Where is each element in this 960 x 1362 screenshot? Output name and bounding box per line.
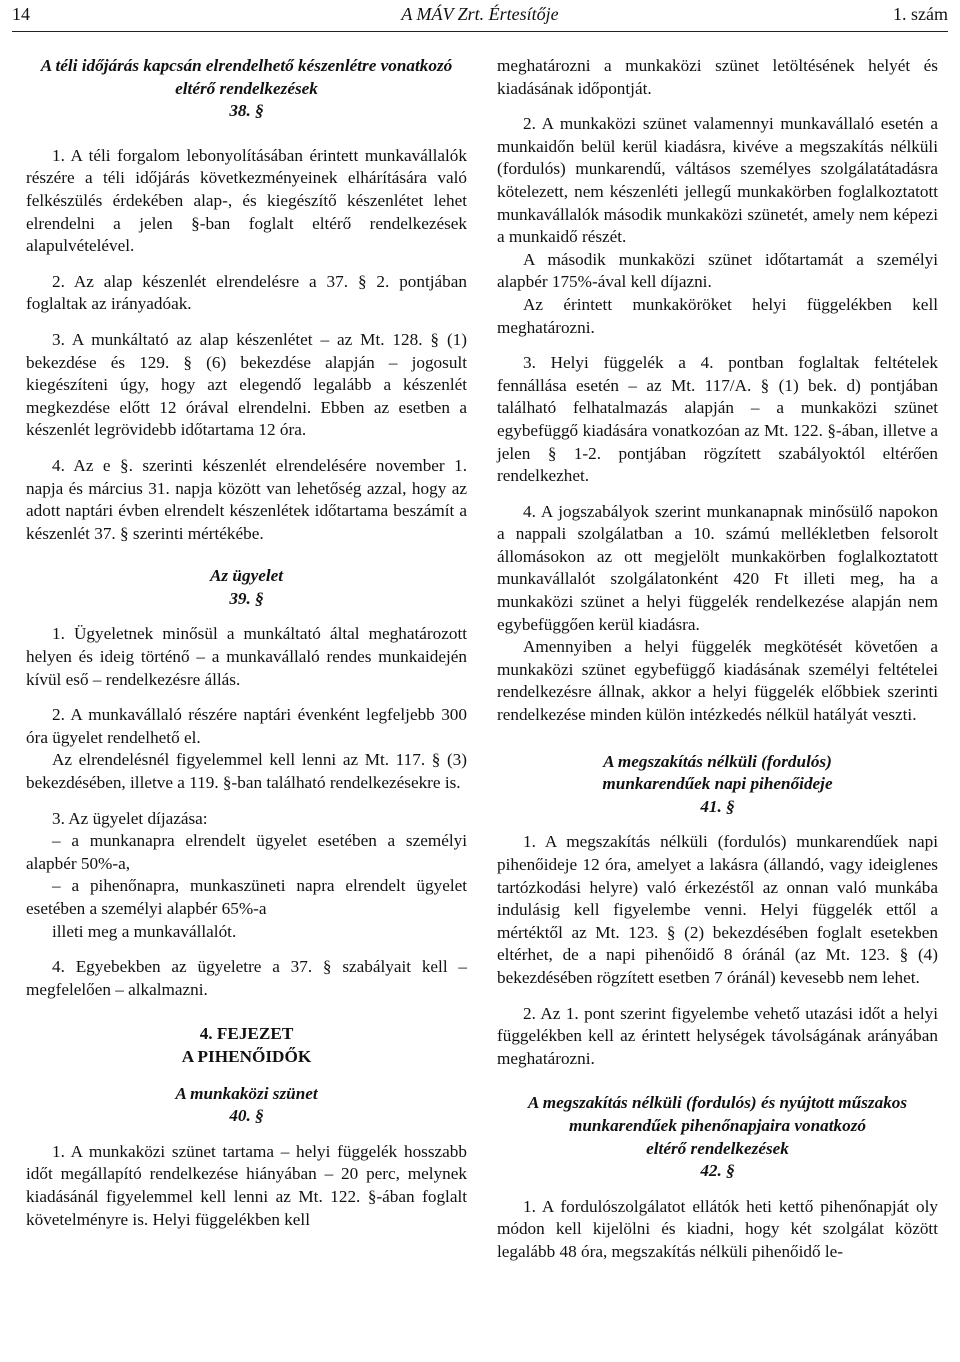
section-39-title: Az ügyelet <box>209 566 284 586</box>
section-38-number: 38. § <box>229 101 264 121</box>
page-number: 14 <box>12 4 30 24</box>
paragraph-40-2b: A második munkaközi szünet időtartamát a személyi alapbér 175%-ával kell díjazni. <box>497 249 938 292</box>
page-header <box>12 4 948 30</box>
paragraph-39-2a: 2. A munkavállaló részére naptári évenként legfeljebb 300 óra ügyelet rendelhető el. <box>26 705 467 747</box>
paragraph-39-3: 3. Az ügyelet díjazása: <box>52 808 208 828</box>
right-column <box>497 55 938 1264</box>
journal-title: A MÁV Zrt. Értesítője <box>401 4 559 24</box>
paragraph-42-1: 1. A fordulószolgálatot ellátók heti kettő pihenőnapját oly módon kell kijelölni és kiadni, hogy két szolgálat között legalább 48 óra, megszakítás nélküli pihenőidő le- <box>497 1196 938 1261</box>
section-42-title-line-3: eltérő rendelkezések <box>646 1138 789 1158</box>
paragraph-38-1: 1. A téli forgalom lebonyolításában érintett munkavállalók részére a téli időjárás következményeinek elhárítására való felkészülés érdekében alap-, és kiegészítő készenlétet lehet elrendelni a jelen §-ban foglalt eltérő rendelkezések alapulvételével. <box>26 145 467 256</box>
paragraph-40-4b: Amennyiben a helyi függelék megkötését követően a munkaközi szünet egybefüggő kiadásának személyi feltételei rendelkezésre állnak, akkor a helyi függelék előbbiek szerinti rendelkezése minden külön intézkedés nélkül hatályát veszti. <box>497 637 938 725</box>
section-39-number: 39. § <box>229 588 264 608</box>
paragraph-39-4: 4. Egyebekben az ügyeletre a 37. § szabályait kell – megfelelően – alkalmazni. <box>26 957 467 999</box>
paragraph-40-2c: Az érintett munkaköröket helyi függelékben kell meghatározni. <box>497 294 938 337</box>
section-42-title-line-1: A megszakítás nélküli (fordulós) és nyújtott műszakos <box>527 1093 908 1113</box>
section-38-title: A téli időjárás kapcsán elrendelhető készenlétre vonatkozó eltérő rendelkezések <box>40 56 453 98</box>
paragraph-41-2: 2. Az 1. pont szerint figyelembe vehető utazási időt a helyi függelékben kell az érintett helységek távolságának arányában meghatározni. <box>497 1003 938 1068</box>
section-41-title-line-1: A megszakítás nélküli (fordulós) <box>603 751 832 771</box>
header-rule <box>12 31 948 32</box>
paragraph-39-3c: illeti meg a munkavállalót. <box>52 921 237 941</box>
section-40-title: A munkaközi szünet <box>175 1083 318 1103</box>
paragraph-41-1: 1. A megszakítás nélküli (fordulós) munkarendűek napi pihenőideje 12 óra, amelyet a lakásra (állandó, vagy ideiglenes tartózkodási helyre) való érkezéstől az onnan való munkába indulásig kell figyelembe venni. Helyi függelék ettől a mértéktől az Mt. 123. § (2) bekezdésében foglalt esetekben eltérhet, de a napi pihenőidő 8 óránál (az Mt. 123. § (4) bekezdésében rögzített esetben 7 óránál) kevesebb nem lehet. <box>497 832 938 987</box>
chapter-number: 4. FEJEZET <box>199 1024 294 1044</box>
paragraph-39-1: 1. Ügyeletnek minősül a munkáltató által meghatározott helyen és ideig történő – a munkavállaló rendes munkaidején kívül eső – rendelkezésre állás. <box>26 624 467 689</box>
paragraph-40-4: 4. A jogszabályok szerint munkanapnak minősülő napokon a nappali szolgálatban a 10. számú mellékletben felsorolt állomásokon az ott megjelölt munkakörben foglalkoztatott munkavállalót szolgálatonként 420 Ft illeti meg, ha a munkaközi szünet a helyi függelék rendelkezése alapján nem egybefüggően kerül kiadásra. <box>497 501 938 634</box>
left-column <box>26 55 467 1231</box>
paragraph-38-2: 2. Az alap készenlét elrendelésre a 37. § 2. pontjában foglaltak az irányadóak. <box>26 271 467 314</box>
paragraph-39-3a: – a munkanapra elrendelt ügyelet esetében a személyi alapbér 50%-a, <box>26 831 467 873</box>
paragraph-39-2b: Az elrendelésnél figyelemmel kell lenni az Mt. 117. § (3) bekezdésében, illetve a 119. §-ban található rendelkezésekre is. <box>26 750 467 793</box>
paragraph-40-3: 3. Helyi függelék a 4. pontban foglaltak feltételek fennállása esetén – az Mt. 117/A. § (1) bek. d) pontjában található felhatalmazás alapján – a munkaközi szünet egybefüggő kiadására vonatkozóan az Mt. 122. §-ában, illetve a jelen § 1-2. pontjában rögzített szabályoktól eltérően rendelkezhet. <box>497 353 938 486</box>
section-40-number: 40. § <box>229 1106 264 1126</box>
paragraph-38-4: 4. Az e §. szerinti készenlét elrendelésére november 1. napja és március 31. napja között van lehetőség azzal, hogy az adott naptári évben elrendelt készenlétek időtartama beszámít a készenlét 37. § szerinti mértékébe. <box>26 455 467 543</box>
paragraph-40-1-continued: meghatározni a munkaközi szünet letöltésének helyét és kiadásának időpontját. <box>497 56 938 98</box>
section-41-number: 41. § <box>700 796 735 816</box>
section-41-title-line-2: munkarendűek napi pihenőideje <box>602 774 833 794</box>
chapter-title: A PIHENŐIDŐK <box>181 1046 312 1066</box>
section-42-title-line-2: munkarendűek pihenőnapjaira vonatkozó <box>568 1115 867 1135</box>
section-42-number: 42. § <box>700 1161 735 1181</box>
paragraph-40-1: 1. A munkaközi szünet tartama – helyi függelék hosszabb időt megállapító rendelkezése hiányában – 20 perc, melynek kiadásánál figyelemmel kell lenni az Mt. 122. §-ában foglalt követelményre is. Helyi függelékben kell <box>26 1141 467 1229</box>
issue-number: 1. szám <box>893 4 948 24</box>
paragraph-40-2: 2. A munkaközi szünet valamennyi munkavállaló esetén a munkaidőn belül kerül kiadásra, kivéve a megszakítás nélküli (fordulós) munkarendű, váltásos személyes szolgálatátadásra kötelezett, nem készenléti jellegű munkakörben foglalkoztatott munkavállalók második munkaközi szünetét, amely nem képezi a munkaidő részét. <box>497 114 938 247</box>
paragraph-39-3b: – a pihenőnapra, munkaszüneti napra elrendelt ügyelet esetében a személyi alapbér 65%-a <box>26 876 467 918</box>
paragraph-38-3: 3. A munkáltató az alap készenlétet – az Mt. 128. § (1) bekezdése és 129. § (6) bekezdése alapján – jogosult kiegészíteni úgy, hogy azt elegendő legalább a készenlét megkezdése előtt 12 órával elrendelni. Ebben az esetben a készenlét legrövidebb időtartama 12 óra. <box>26 329 467 440</box>
